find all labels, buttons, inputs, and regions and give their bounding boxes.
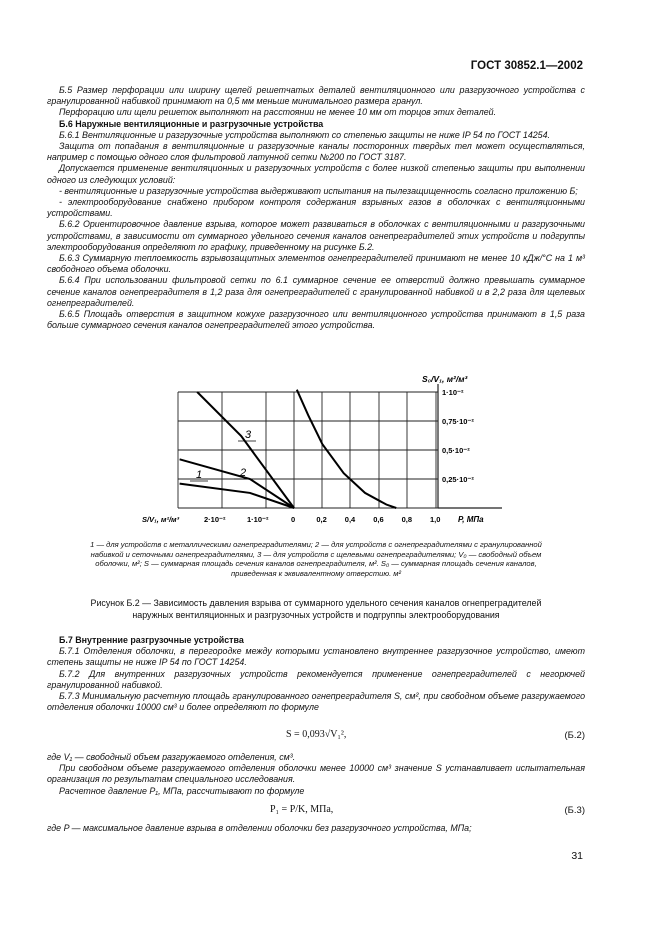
left-tick-label: 1·10⁻² [247, 515, 269, 524]
legend-line: 1 — для устройств с металлическими огнепреградителями; 2 — для устройств с огнепреградителями с гранулированной [90, 540, 542, 549]
right-tick-label: 1·10⁻² [442, 388, 464, 397]
paragraph: Б.6.4 При использовании фильтровой сетки по 6.1 суммарное сечение ее отверстий должно превышать суммарное сечение каналов огнепреградителя в 1,2 раза для огнепреградителей с гранулированной набивкой и в 2,2 раза для щелевых огнепреградителей. [47, 275, 585, 308]
text-block-end [47, 823, 585, 834]
text-block-b7-cont [47, 752, 585, 797]
paragraph: Допускается применение вентиляционных и разгрузочных устройств с более низкой степенью защиты при выполнении одного из следующих условий: [47, 163, 585, 185]
page-number: 31 [571, 850, 583, 862]
figure-legend [47, 540, 585, 578]
document-code: ГОСТ 30852.1—2002 [470, 60, 583, 72]
paragraph: Защита от попадания в вентиляционные и разгрузочные каналы посторонних твердых тел может осуществляться, например с помощью одного слоя фильтровой латунной сетки №200 по ГОСТ 3187. [47, 141, 585, 163]
paragraph: Б.6.1 Вентиляционные и разгрузочные устройства выполняют со степенью защиты не ниже IP 54 по ГОСТ 14254. [59, 129, 551, 140]
paragraph: где P — максимальное давление взрыва в отделении оболочки без разгрузочного устройства, МПа; [47, 823, 472, 833]
legend-line: оболочки, м²; S — суммарная площадь сечения каналов огнепреградителя, м². S₀ — суммарная площадь сечения каналов, [95, 559, 537, 569]
x-tick-label: 0,4 [344, 515, 356, 524]
right-tick-label: 0,5·10⁻² [442, 446, 470, 455]
right-tick-label: 0,75·10⁻² [442, 417, 474, 426]
series-line-pressure [297, 390, 396, 508]
left-tick-label: 2·10⁻² [204, 515, 226, 524]
paragraph: Расчетное давление P₁, МПа, рассчитывают по формуле [59, 785, 305, 796]
legend-line: приведенная к эквивалентному отверстию. м² [230, 568, 402, 578]
section-heading: Б.6 Наружные вентиляционные и разгрузочные устройства [59, 118, 324, 129]
paragraph: При свободном объеме разгружаемого отделения оболочки менее 10000 см³ значение S устанавливает испытательная организация по результатам специального исследования. [47, 763, 585, 785]
figure-caption [47, 598, 585, 621]
x-tick-label: 0,6 [373, 515, 384, 524]
right-axis-label: S₀/V₁, м²/м³ [422, 374, 468, 384]
pressure-chart [120, 368, 520, 536]
legend-line: набивкой и сеточными огнепреградителями, 3 — для устройств с щелевыми огнепреградителями; V₀ — свободный объем [90, 549, 542, 559]
left-axis-label: S/V₁, м²/м³ [142, 515, 180, 524]
text-block-top [47, 85, 585, 331]
formula-b2: S = 0,093√V₁², [286, 729, 347, 740]
x-tick-label: 0,2 [316, 515, 327, 524]
paragraph: Б.7.3 Минимальную расчетную площадь гранулированного огнепреградителя S, см², при свободном объеме разгружаемого отделения оболочки 10000 см³ и более определяют по формуле [47, 691, 585, 713]
paragraph: Б.7.2 Для внутренних разгрузочных устройств рекомендуется применение огнепреградителей с негорючей гранулированной набивкой. [47, 668, 585, 690]
section-heading: Б.7 Внутренние разгрузочные устройства [59, 635, 244, 645]
caption-line: Рисунок Б.2 — Зависимость давления взрыва от суммарного удельного сечения каналов огнепреградителей [90, 598, 542, 608]
x-tick-label: 0,8 [401, 515, 413, 524]
x-tick-label: 0 [291, 515, 296, 524]
paragraph: Перфорацию или щели решеток выполняют на расстоянии не менее 10 мм от торцов этих деталей. [59, 107, 497, 118]
caption-line: наружных вентиляционных и разгрузочных устройств и подгруппы электрооборудования [132, 609, 500, 620]
paragraph: Б.6.5 Площадь отверстия в защитном кожухе разгрузочного или вентиляционного устройства принимают в 1,5 раза больше суммарного сечения каналов огнепреградителей этого устройства. [47, 309, 585, 331]
paragraph: - электрооборудование снабжено прибором контроля содержания взрывных газов в оболочках с вентиляционными устройствами. [47, 197, 585, 219]
formula-number: (Б.3) [564, 805, 585, 816]
right-tick-label: 0,25·10⁻² [442, 475, 474, 484]
series-label: 2 [240, 467, 247, 479]
x-axis-label: P, МПа [458, 515, 484, 524]
formula-number: (Б.2) [564, 730, 585, 741]
paragraph: - вентиляционные и разгрузочные устройства выдерживают испытания на пылезащищенность согласно приложению Б; [59, 185, 578, 196]
paragraph: где V₁ — свободный объем разгружаемого отделения, см³. [47, 752, 296, 762]
paragraph: Б.6.3 Суммарную теплоемкость взрывозащитных элементов огнепреградителей принимают не менее 10 кДж/°С на 1 м³ свободного объема оболочки. [47, 253, 585, 275]
paragraph: Б.6.2 Ориентировочное давление взрыва, которое может развиваться в оболочках с вентиляционными и разгрузочными устройствами, в зависимости от суммарного удельного сечения каналов огнепреградителей этих устройств и подгруппы электрооборудования определяют по графику, приведенному на рисунке Б.2. [47, 219, 585, 252]
text-block-b7 [47, 635, 585, 713]
paragraph: Б.5 Размер перфорации или ширину щелей решетчатых деталей вентиляционного или разгрузочного устройства с гранулированной набивкой принимают на 0,5 мм меньше минимального размера гранул. [47, 85, 585, 107]
series-label: 3 [245, 429, 252, 441]
paragraph: Б.7.1 Отделения оболочки, в перегородке между которыми установлено внутреннее разгрузочное устройство, имеют степень защиты не ниже IP 54 по ГОСТ 14254. [47, 646, 585, 668]
series-label: 1 [196, 469, 203, 481]
formula-b3: P₁ = P/K, МПа, [270, 804, 334, 815]
x-tick-label: 1,0 [430, 515, 441, 524]
